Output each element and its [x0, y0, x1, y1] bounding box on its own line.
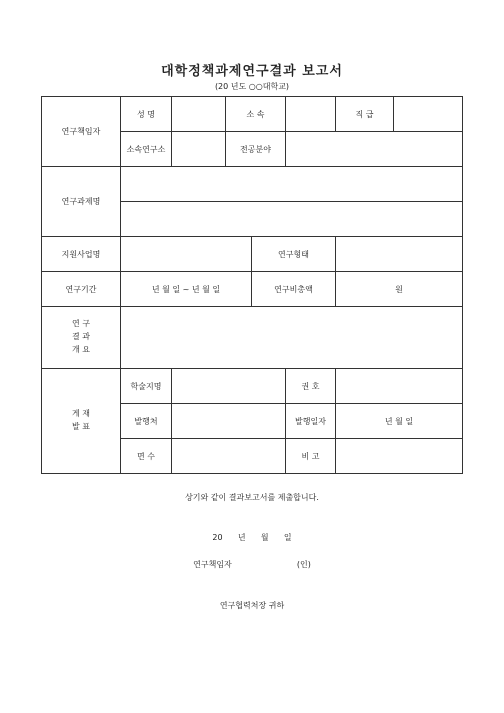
- summary-label-line-3: 개 요: [72, 344, 90, 354]
- publication-label: [42, 369, 121, 474]
- budget-label: 연구비총액: [252, 272, 336, 307]
- pub-date-field[interactable]: 년 월 일: [336, 404, 463, 439]
- publication-label-line-2: 발 표: [72, 422, 90, 431]
- project-title-label: 연구과제명: [42, 167, 121, 237]
- document-title: 대학정책과제연구결과 보고서: [161, 64, 343, 79]
- period-label: 연구기간: [42, 272, 121, 307]
- pub-date-label: 발행일자: [286, 404, 336, 439]
- signer-label: 연구책임자: [193, 560, 232, 569]
- period-field[interactable]: 년 월 일 ~ 년 월 일: [121, 272, 252, 307]
- signature-line: [0, 559, 504, 570]
- project-title-field-2[interactable]: [121, 202, 463, 237]
- field-label: 전공분야: [226, 132, 286, 167]
- pages-field[interactable]: [172, 439, 286, 474]
- summary-label: [42, 307, 121, 369]
- submission-date: 20 년 월 일: [212, 533, 292, 542]
- publisher-label: 발행처: [121, 404, 172, 439]
- affiliation-label: 소 속: [226, 97, 286, 132]
- institute-field[interactable]: [172, 132, 226, 167]
- program-label: 지원사업명: [42, 237, 121, 272]
- volume-label: 권 호: [286, 369, 336, 404]
- remarks-label: 비 고: [286, 439, 336, 474]
- pages-label: 면 수: [121, 439, 172, 474]
- publication-label-line-1: 게 재: [72, 409, 90, 419]
- journal-field[interactable]: [172, 369, 286, 404]
- journal-label: 학술지명: [121, 369, 172, 404]
- name-field[interactable]: [172, 97, 226, 132]
- summary-field[interactable]: [121, 307, 463, 369]
- budget-field[interactable]: 원: [336, 272, 463, 307]
- report-form-table: [41, 96, 463, 474]
- remarks-field[interactable]: [336, 439, 463, 474]
- recipient: 연구협력처장 귀하: [219, 601, 285, 610]
- submission-statement: 상기와 같이 결과보고서를 제출합니다.: [185, 493, 319, 502]
- summary-label-line-1: 연 구: [72, 319, 90, 329]
- volume-field[interactable]: [336, 369, 463, 404]
- program-field[interactable]: [121, 237, 252, 272]
- researcher-section-label: 연구책임자: [42, 97, 121, 167]
- field-field[interactable]: [286, 132, 463, 167]
- summary-label-line-2: 결 과: [72, 332, 90, 342]
- seal-mark: (인): [296, 560, 311, 569]
- position-field[interactable]: [394, 97, 463, 132]
- institute-label: 소속연구소: [121, 132, 172, 167]
- project-title-field-1[interactable]: [121, 167, 463, 202]
- position-label: 직 급: [336, 97, 394, 132]
- publisher-field[interactable]: [172, 404, 286, 439]
- research-type-label: 연구형태: [252, 237, 336, 272]
- affiliation-field[interactable]: [286, 97, 336, 132]
- document-subtitle: (20 년도 ○○대학교): [214, 82, 290, 91]
- name-label: 성 명: [121, 97, 172, 132]
- research-type-field[interactable]: [336, 237, 463, 272]
